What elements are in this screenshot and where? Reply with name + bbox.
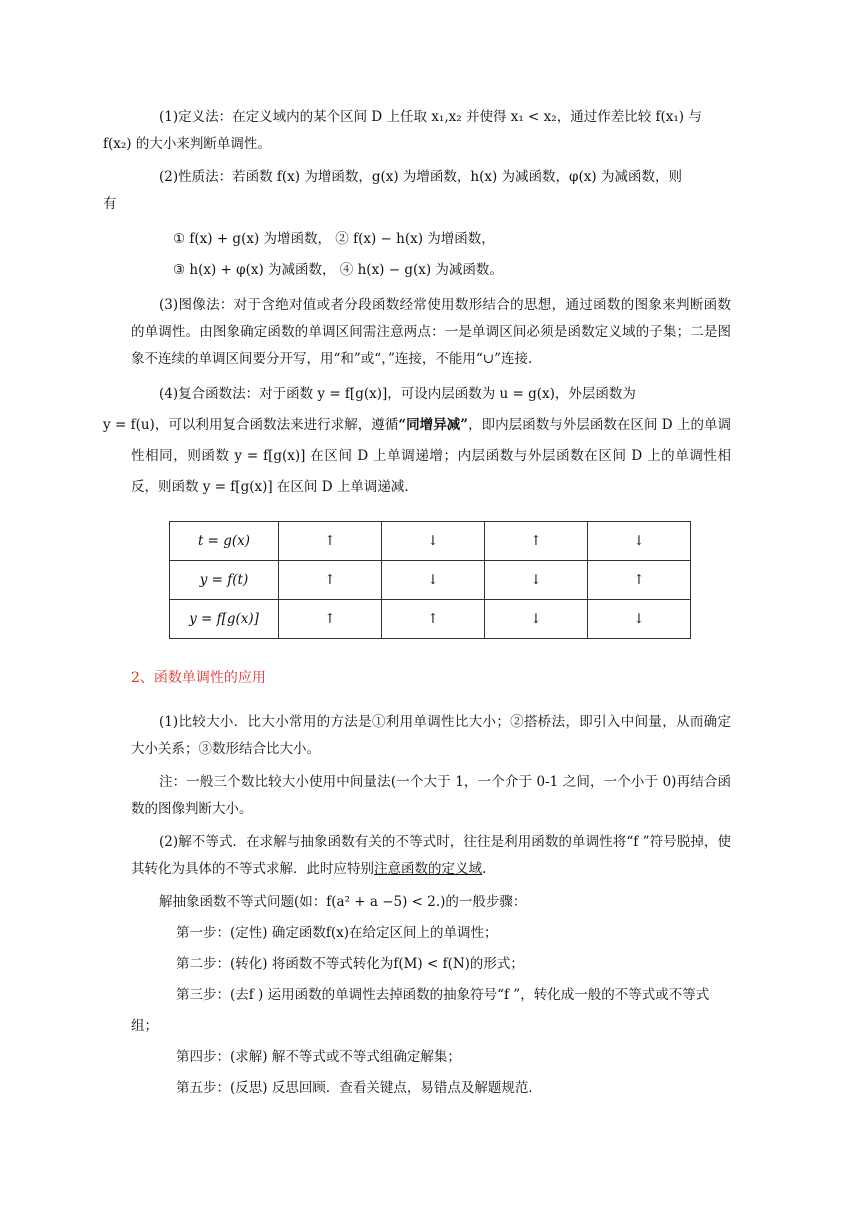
table-cell: ↑	[279, 522, 382, 561]
method-composite-part2: y = f(u)，可以利用复合函数法来进行求解，遵循	[103, 417, 399, 433]
method-composite-part3: ，即内层函数与外层函数在区间 D 上的单调性相同，则函数 y = f[g(x)] 在区间 D 上单调递增；内层函数与外层函数在区间 D 上的单调性相反，则函数 y = f[g(x)] 在区间 D 上单调递减.	[131, 417, 732, 495]
table-row	[170, 561, 691, 600]
table-cell: ↑	[279, 561, 382, 600]
step-4: 第四步：(求解) 解不等式或不等式组确定解集；	[176, 1049, 461, 1065]
step-3: 第三步：(去f ) 运用函数的单调性去掉函数的抽象符号“f ”，转化成一般的不等式或不等式组；	[131, 987, 710, 1034]
solve-inequality-paragraph	[131, 829, 731, 883]
method-property	[103, 164, 731, 218]
table-cell: ↓	[588, 600, 691, 639]
table-cell: ↑	[279, 600, 382, 639]
solve-inequality-text: (2)解不等式．在求解与抽象函数有关的不等式时，往往是利用函数的单调性将“f ”符号脱掉，使其转化为具体的不等式求解．此时应特别	[131, 834, 731, 877]
general-steps-intro: 解抽象函数不等式问题(如：f(a² + a −5) < 2.)的一般步骤：	[159, 894, 527, 910]
method-composite	[103, 379, 732, 503]
table-row	[170, 522, 691, 561]
method-graph: (3)图像法：对于含绝对值或者分段函数经常使用数形结合的思想，通过函数的图象来判断函数的单调性。由图象确定函数的单调区间需注意两点：一是单调区间必须是函数定义域的子集；二是图象不连续的单调区间要分开写，用“和”或“，”连接，不能用“∪”连接.	[131, 297, 731, 367]
table-cell: ↓	[485, 600, 588, 639]
document-page	[103, 104, 732, 1104]
table-row-header: y = f(t)	[170, 561, 279, 600]
monotonicity-table	[169, 521, 691, 639]
table-cell: ↓	[485, 561, 588, 600]
section-title: 2、函数单调性的应用	[131, 670, 266, 686]
property-item-2: ③ h(x) + φ(x) 为减函数， ④ h(x) − g(x) 为减函数。	[173, 262, 503, 278]
note-paragraph: 注：一般三个数比较大小使用中间量法(一个大于 1，一个介于 0-1 之间，一个小于 0)再结合函数的图像判断大小。	[131, 774, 731, 817]
method-definition-line2: f(x₂) 的大小来判断单调性。	[103, 136, 271, 152]
compare-size-paragraph: (1)比较大小．比大小常用的方法是①利用单调性比大小；②搭桥法，即引入中间量，从而确定大小关系；③数形结合比大小。	[131, 714, 731, 757]
table-row-header: y = f[g(x)]	[170, 600, 279, 639]
domain-emphasis: 注意函数的定义域	[374, 861, 482, 877]
method-definition	[103, 104, 731, 158]
table-cell: ↓	[382, 561, 485, 600]
table-cell: ↓	[588, 522, 691, 561]
table-cell: ↑	[382, 600, 485, 639]
property-item-1: ① f(x) + g(x) 为增函数， ② f(x) − h(x) 为增函数，	[173, 231, 495, 247]
table-row	[170, 600, 691, 639]
step-1: 第一步：(定性) 确定函数f(x)在给定区间上的单调性；	[176, 925, 498, 941]
method-definition-line1: (1)定义法：在定义域内的某个区间 D 上任取 x₁,x₂ 并使得 x₁ < x₂，通过作差比较 f(x₁) 与	[159, 109, 702, 125]
table-cell: ↓	[382, 522, 485, 561]
same-increase-diff-decrease-rule: “同增异减”	[398, 417, 469, 433]
method-composite-part1: (4)复合函数法：对于函数 y = f[g(x)]，可设内层函数为 u = g(x)，外层函数为	[159, 386, 636, 402]
method-property-line1: (2)性质法：若函数 f(x) 为增函数，g(x) 为增函数，h(x) 为减函数，φ(x) 为减函数，则	[159, 169, 682, 185]
method-property-line2: 有	[103, 196, 117, 212]
step-2: 第二步：(转化) 将函数不等式转化为f(M) < f(N)的形式；	[176, 956, 524, 972]
table-row-header: t = g(x)	[170, 522, 279, 561]
table-cell: ↑	[485, 522, 588, 561]
step-5: 第五步：(反思) 反思回顾．查看关键点，易错点及解题规范．	[176, 1080, 542, 1096]
table-cell: ↑	[588, 561, 691, 600]
period: .	[482, 861, 487, 877]
